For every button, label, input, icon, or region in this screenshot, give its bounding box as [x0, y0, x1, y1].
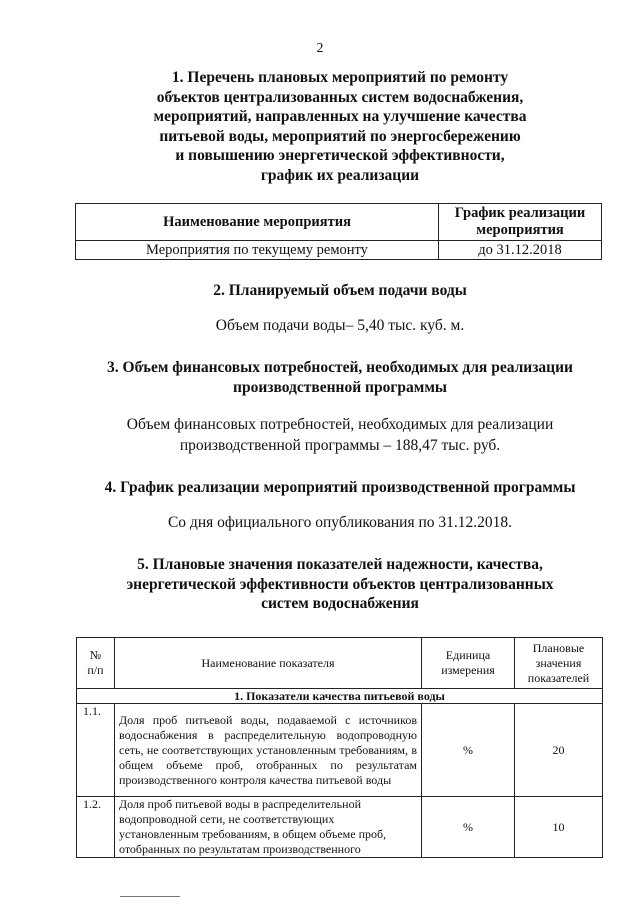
table-row: [77, 797, 603, 858]
col-plan-header-line: Плановые: [532, 640, 585, 655]
section4-text: Со дня официального опубликования по 31.12.2018.: [167, 514, 513, 531]
section3-title: [60, 358, 620, 397]
footer-rule: [120, 896, 180, 897]
table-row: [76, 241, 602, 260]
section5-title: [60, 555, 620, 614]
indicators-table: [76, 637, 603, 858]
section5-title-line: 5. Плановые значения показателей надежности, качества,: [137, 556, 543, 573]
col-unit-header: [422, 638, 515, 689]
section1-title-line: объектов централизованных систем водоснабжения,: [156, 88, 524, 106]
section1-title-line: мероприятий, направленных на улучшение качества: [153, 108, 527, 125]
section1-title: [60, 68, 620, 185]
section3-text-line: Объем финансовых потребностей, необходимых для реализации: [126, 416, 554, 433]
indicator-value: 20: [515, 704, 603, 797]
indicator-name: Доля проб питьевой воды, подаваемой с источников водоснабжения в распределительную водопроводную сеть, не соответствующих установленным требованиям, в общем объеме проб, отобранных по результатам производственного контроля качества питьевой воды: [115, 704, 422, 797]
table-header-row: [77, 638, 603, 689]
activity-date-cell: до 31.12.2018: [439, 241, 602, 260]
section2-text: Объем подачи воды– 5,40 тыс. куб. м.: [215, 317, 465, 334]
activities-table: [75, 203, 602, 260]
col-plan-header-line: показателей: [527, 670, 590, 685]
section1-title-line: график их реализации: [260, 166, 420, 184]
indicator-name: Доля проб питьевой воды в распределительной водопроводной сети, не соответствующих установленным требованиям, в общем объеме проб, отобранных по результатам производственного: [115, 797, 422, 858]
group-title: 1. Показатели качества питьевой воды: [77, 689, 603, 704]
col-schedule-header-line: График реализации: [454, 205, 586, 221]
indicator-value: 10: [515, 797, 603, 858]
col-name-header: Наименование показателя: [115, 638, 422, 689]
col-num-header: [77, 638, 115, 689]
indicator-unit: %: [422, 797, 515, 858]
section3-text-line: производственной программы – 188,47 тыс. руб.: [179, 437, 501, 454]
section2-title: 2. Планируемый объем подачи воды: [213, 282, 467, 299]
col-num-header-line: п/п: [87, 663, 104, 677]
table-header-row: [76, 204, 602, 241]
section5-title-line: энергетической эффективности объектов централизованных: [126, 575, 554, 593]
col-plan-header: [515, 638, 603, 689]
col-schedule-header-line: мероприятия: [476, 222, 564, 238]
section3-text: [60, 414, 620, 456]
section1-title-line: и повышению энергетической эффективности,: [175, 147, 505, 164]
activity-name-cell: Мероприятия по текущему ремонту: [76, 241, 439, 260]
col-unit-header-line: измерения: [441, 663, 495, 677]
section5-title-line: систем водоснабжения: [261, 595, 419, 612]
col-num-header-line: №: [89, 648, 102, 662]
group-row: [77, 689, 603, 704]
row-number: 1.2.: [77, 797, 115, 858]
section1-title-line: 1. Перечень плановых мероприятий по ремонту: [171, 69, 509, 86]
table-row: [77, 704, 603, 797]
col-activity-name-header: Наименование мероприятия: [76, 204, 439, 241]
page-number: 2: [316, 41, 324, 56]
col-plan-header-line: значения: [535, 655, 582, 670]
section3-title-line: производственной программы: [233, 378, 447, 396]
section4-title: 4. График реализации мероприятий производственной программы: [104, 479, 576, 496]
col-unit-header-line: Единица: [445, 648, 491, 662]
row-number: 1.1.: [77, 704, 115, 797]
col-schedule-header: [439, 204, 602, 241]
section1-title-line: питьевой воды, мероприятий по энергосбережению: [159, 127, 521, 145]
indicator-unit: %: [422, 704, 515, 797]
section3-title-line: 3. Объем финансовых потребностей, необходимых для реализации: [107, 359, 573, 376]
